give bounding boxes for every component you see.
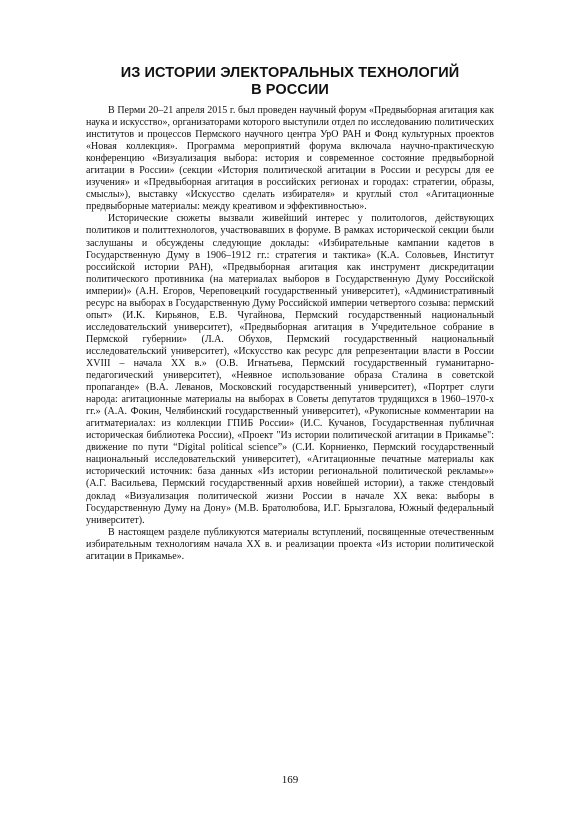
paragraph-forum-intro: В Перми 20–21 апреля 2015 г. был проведен научный форум «Предвыборная агитация как наука и искусство», организаторами которого выступили отдел по исследованию политических институтов и процессов Пермского научного центра УрО РАН и Фонд культурных проектов «Новая коллекция». Программа мероприятий форума включала научно-практическую конференцию «Визуализация выбора: история и современное состояние предвыборной агитации в России» (секции «История политической агитации в России и ресурсы для ее изучения» и «Предвыборная агитация в российских регионах и городах: стратегии, образы, смыслы»), выставку «Искусство сделать избирателя» и круглый стол «Агитационные предвыборные материалы: между креативом и эффективностью».	[86, 105, 494, 213]
article-title-line-2: В РОССИИ	[251, 82, 329, 98]
page-number: 169	[281, 774, 299, 786]
paragraph-historical-section: Исторические сюжеты вызвали живейший интерес у политологов, действующих политиков и политтехнологов, участвовавших в форуме. В рамках исторической секции были заслушаны и обсуждены следующие доклады: «Избирательные кампании кадетов в Государственную Думу в 1906–1912 гг.: стратегия и тактика» (К.А. Соловьев, Институт российской истории РАН), «Предвыборная агитация как инструмент дискредитации политического противника (на материалах выборов в Государственную Думу Российской империи)» (А.Н. Егоров, Череповецкий государственный университет), «Административный ресурс на выборах в Государственную Думу Российской империи четвертого созыва: пермский опыт» (И.К. Кирьянов, Е.В. Чугайнова, Пермский государственный национальный исследовательский университет), «Предвыборная агитация в Учредительное собрание в Пермской губернии» (Л.А. Обухов, Пермский государственный национальный исследовательский университет), «Искусство как ресурс для репрезентации власти в России XVIII – начала XX в.» (О.В. Игнатьева, Пермский государственный гуманитарно-педагогический университет), «Неявное использование образа Сталина в советской пропаганде» (В.А. Леванов, Московский государственный университет), «Портрет слуги народа: агитационные материалы на выборах в Советы депутатов трудящихся в 1960–1970-х гг.» (А.А. Фокин, Челябинский государственный университет), «Рукописные комментарии на агитматериалах: из коллекции ГПИБ России» (И.С. Кучанов, Государственная публичная историческая библиотека России), «Проект "Из истории политической агитации в Прикамье": движение по пути “Digital political science”» (С.И. Корниенко, Пермский государственный национальный исследовательский университет), «Агитационные печатные материалы как исторический источник: база данных «Из истории региональной политической рекламы»» (А.Г. Васильева, Пермский государственный архив новейшей истории), а также стендовый доклад «Визуализация политической жизни России в начале XX века: выборы в Государственную Думу на Дону» (М.В. Братолюбова, И.Г. Брызгалова, Южный федеральный университет).	[86, 213, 494, 526]
paragraph-section-contents: В настоящем разделе публикуются материалы вступлений, посвященные отечественным избирательным технологиям начала XX в. и реализации проекта «Из истории политической агитации в Прикамье».	[86, 526, 494, 562]
article-title	[60, 65, 520, 99]
article-body	[86, 105, 494, 563]
article-title-line-1: ИЗ ИСТОРИИ ЭЛЕКТОРАЛЬНЫХ ТЕХНОЛОГИЙ	[120, 65, 460, 81]
